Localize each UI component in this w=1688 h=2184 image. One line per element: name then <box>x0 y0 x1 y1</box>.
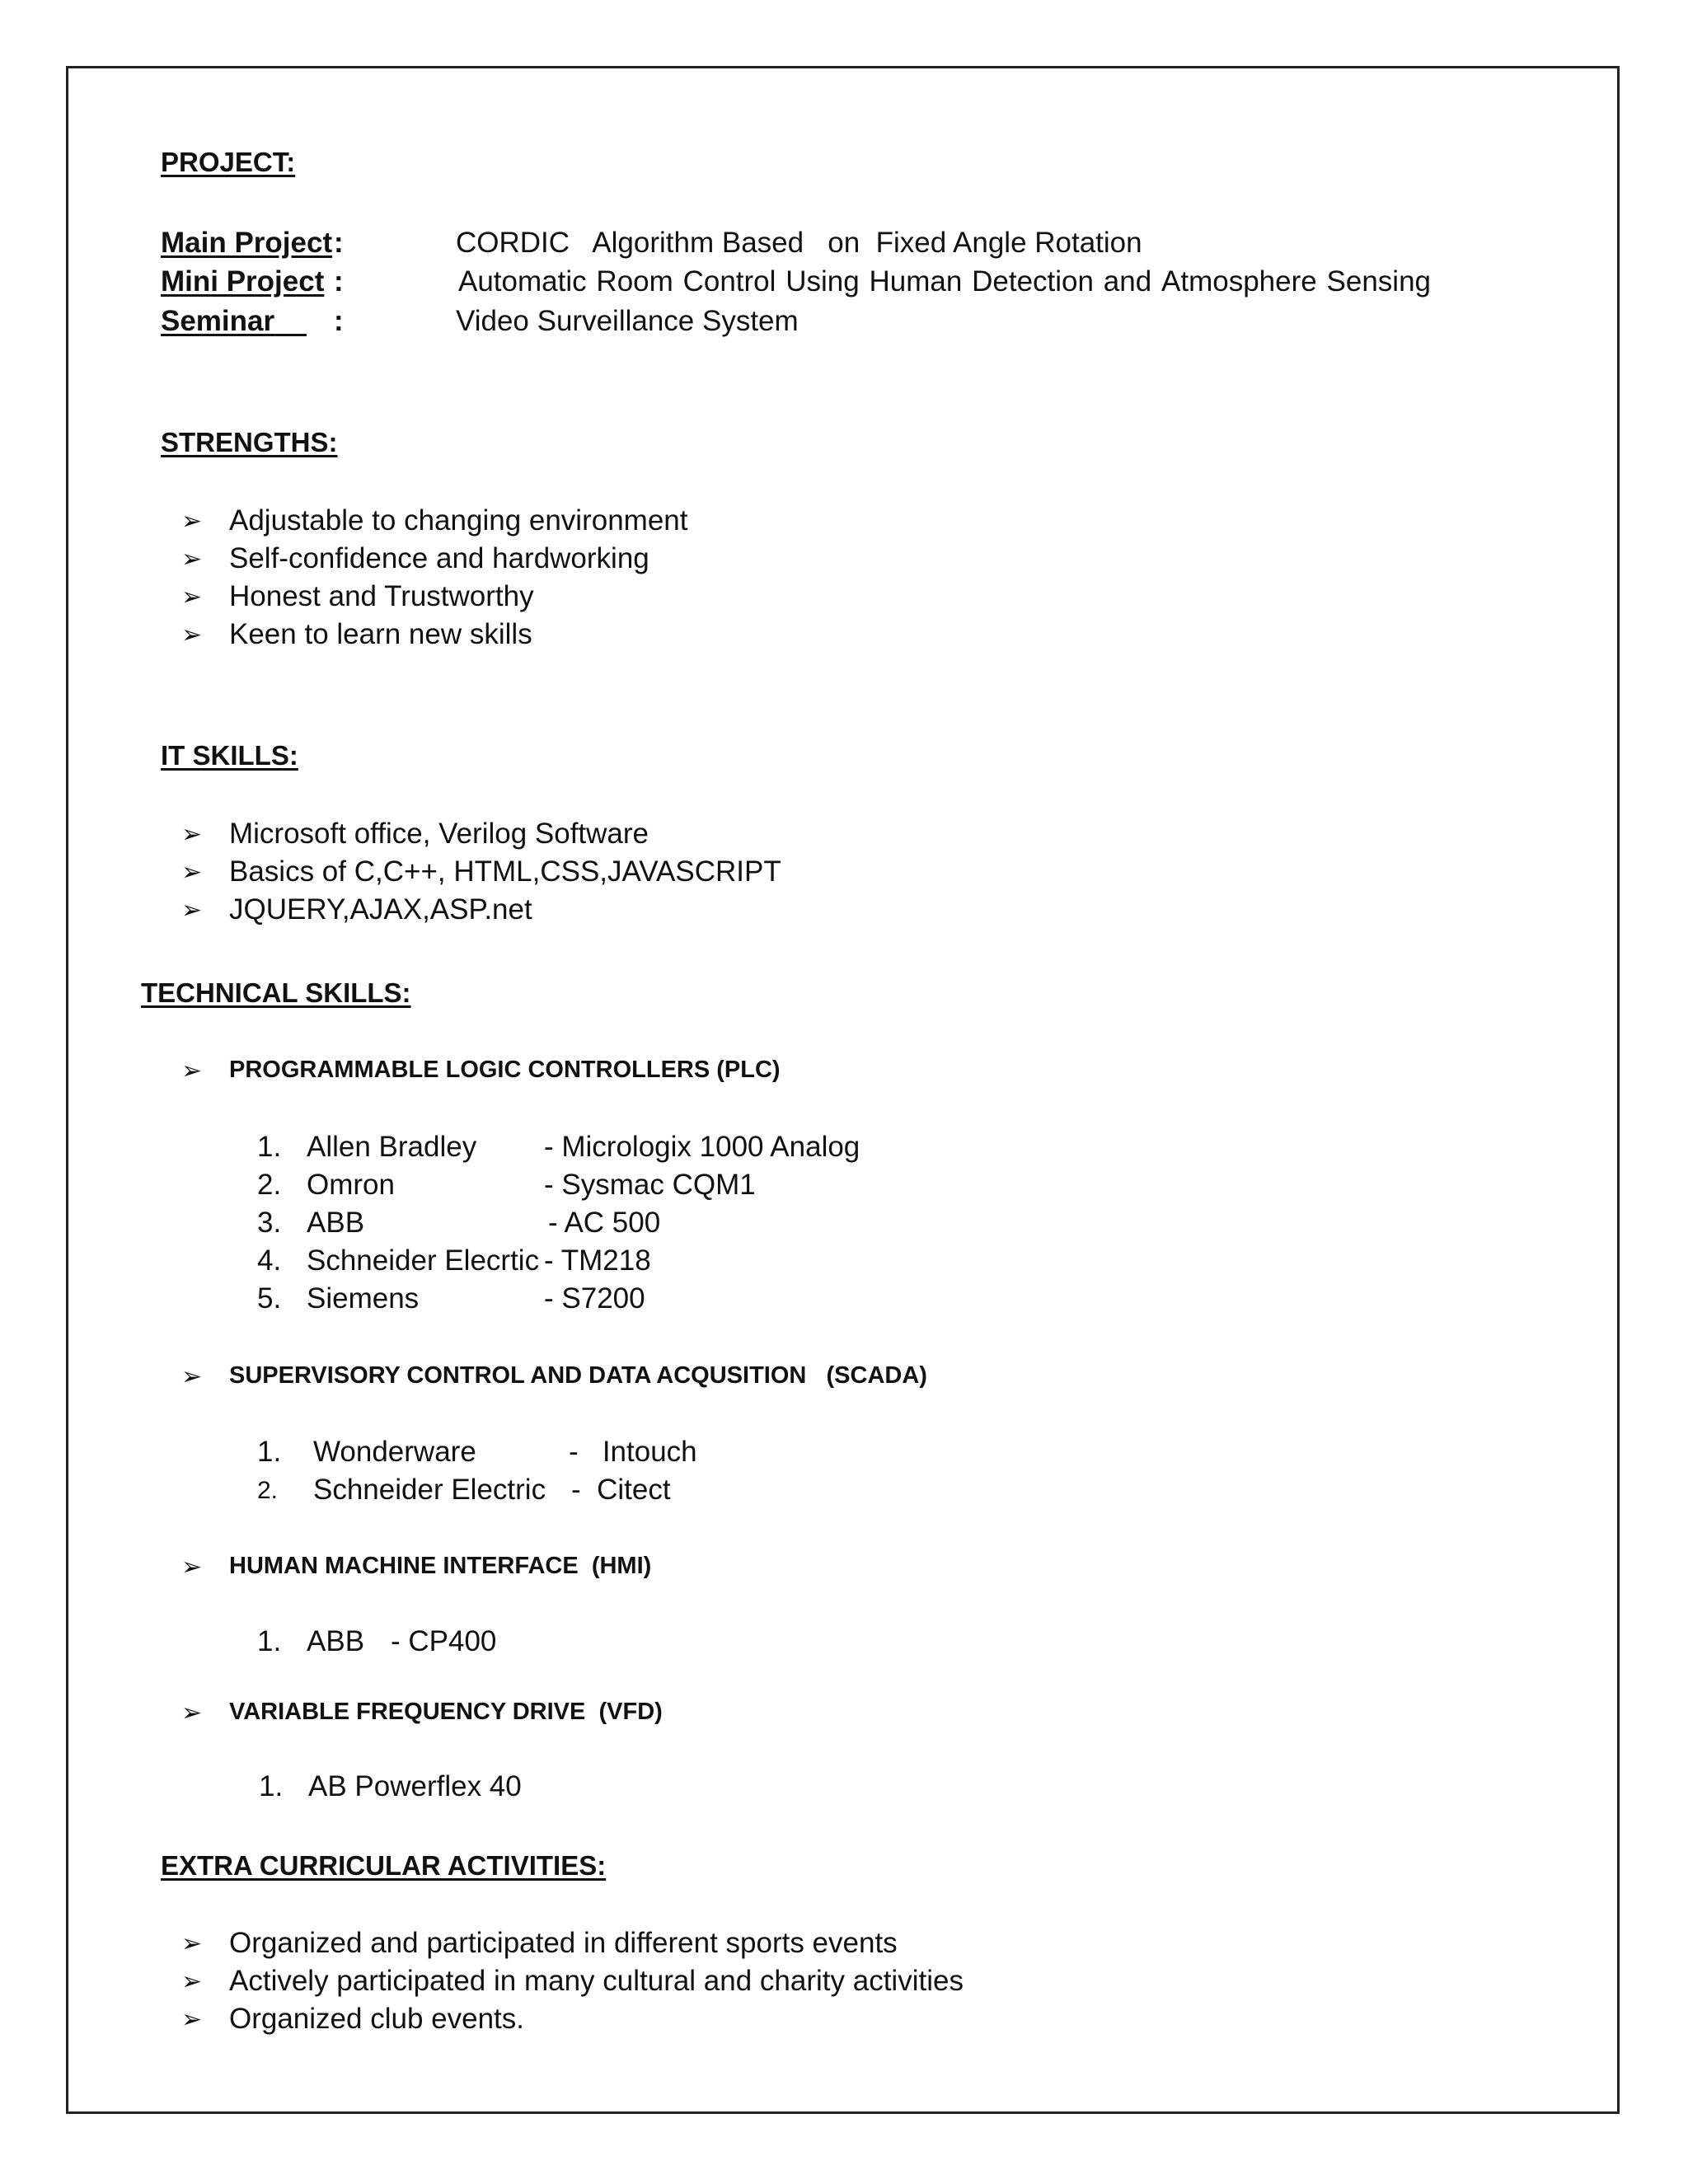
mini-project-word: Automatic <box>458 265 587 298</box>
activity-item: Organized and participated in different sports events <box>229 1927 898 1959</box>
plc-item-number: 1. <box>257 1131 282 1163</box>
mini-project-word: Sensing <box>1326 265 1431 298</box>
bullet-arrow-icon: ➢ <box>181 1363 203 1390</box>
scada-item-number: 2. <box>257 1477 279 1504</box>
vfd-title: VARIABLE FREQUENCY DRIVE (VFD) <box>229 1699 663 1725</box>
bullet-arrow-icon: ➢ <box>181 859 203 886</box>
strength-item: Adjustable to changing environment <box>229 504 688 537</box>
hmi-item-model: - CP400 <box>391 1625 497 1657</box>
plc-item-model: - Sysmac CQM1 <box>544 1169 756 1201</box>
main-project-colon: : <box>334 227 344 259</box>
mini-project-colon: : <box>334 265 344 298</box>
mini-project-word: Control <box>682 265 776 298</box>
scada-item-number: 1. <box>257 1436 282 1468</box>
seminar-colon: : <box>334 305 344 337</box>
bullet-arrow-icon: ➢ <box>181 2006 203 2033</box>
mini-project-word: Room <box>596 265 673 298</box>
it-skills-heading: IT SKILLS: <box>161 740 298 771</box>
main-project-label: Main Project <box>161 227 333 259</box>
plc-title: PROGRAMMABLE LOGIC CONTROLLERS (PLC) <box>229 1057 781 1083</box>
hmi-item-number: 1. <box>257 1625 282 1657</box>
plc-item-number: 5. <box>257 1282 282 1315</box>
bullet-arrow-icon: ➢ <box>181 897 203 924</box>
activity-item: Actively participated in many cultural and charity activities <box>229 1965 964 1997</box>
plc-item-brand: Omron <box>307 1169 395 1201</box>
bullet-arrow-icon: ➢ <box>181 1554 203 1581</box>
vfd-item-number: 1. <box>259 1770 284 1802</box>
plc-item-brand: Schneider Elecrtic <box>307 1244 540 1277</box>
mini-project-word: Using <box>785 265 860 298</box>
strengths-heading: STRENGTHS: <box>161 427 338 457</box>
bullet-arrow-icon: ➢ <box>181 508 203 535</box>
plc-item-number: 3. <box>257 1207 282 1239</box>
scada-item-brand: Wonderware <box>313 1436 476 1468</box>
it-skill-item: Basics of C,C++, HTML,CSS,JAVASCRIPT <box>229 855 781 888</box>
scada-title: SUPERVISORY CONTROL AND DATA ACQUSITION (SCADA) <box>229 1362 927 1389</box>
it-skill-item: Microsoft office, Verilog Software <box>229 818 649 850</box>
hmi-item-brand: ABB <box>307 1625 365 1657</box>
mini-project-value <box>458 265 1431 298</box>
seminar-label <box>161 305 307 338</box>
bullet-arrow-icon: ➢ <box>181 546 203 573</box>
seminar-value: Video Surveillance System <box>456 305 799 337</box>
mini-project-word: and <box>1103 265 1152 298</box>
bullet-arrow-icon: ➢ <box>181 1930 203 1957</box>
activity-item: Organized club events. <box>229 2003 524 2035</box>
technical-skills-heading: TECHNICAL SKILLS: <box>141 977 411 1008</box>
scada-item-model: - Citect <box>571 1474 671 1506</box>
bullet-arrow-icon: ➢ <box>181 1968 203 1995</box>
bullet-arrow-icon: ➢ <box>181 821 203 848</box>
scada-item-brand: Schneider Electric <box>313 1474 546 1506</box>
bullet-arrow-icon: ➢ <box>181 621 203 649</box>
plc-item-brand: Allen Bradley <box>307 1131 477 1163</box>
plc-item-number: 2. <box>257 1169 282 1201</box>
strength-item: Self-confidence and hardworking <box>229 542 649 574</box>
mini-project-word: Detection <box>972 265 1094 298</box>
bullet-arrow-icon: ➢ <box>181 1057 203 1085</box>
plc-item-model: - Micrologix 1000 Analog <box>544 1131 860 1163</box>
scada-item-model: - Intouch <box>569 1436 697 1468</box>
main-project-value: CORDIC Algorithm Based on Fixed Angle Rotation <box>456 227 1142 259</box>
bullet-arrow-icon: ➢ <box>181 1699 203 1727</box>
bullet-arrow-icon: ➢ <box>181 583 203 611</box>
project-heading: PROJECT: <box>161 147 296 177</box>
hmi-title: HUMAN MACHINE INTERFACE (HMI) <box>229 1553 652 1579</box>
page-border <box>66 66 1620 2114</box>
it-skill-item: JQUERY,AJAX,ASP.net <box>229 893 532 926</box>
strength-item: Honest and Trustworthy <box>229 580 534 612</box>
strength-item: Keen to learn new skills <box>229 618 532 650</box>
vfd-item-text: AB Powerflex 40 <box>308 1770 522 1802</box>
extra-curricular-heading: EXTRA CURRICULAR ACTIVITIES: <box>161 1850 607 1881</box>
mini-project-word: Atmosphere <box>1161 265 1317 298</box>
plc-item-brand: ABB <box>307 1207 365 1239</box>
plc-item-number: 4. <box>257 1244 282 1277</box>
mini-project-word: Human <box>869 265 963 298</box>
seminar-label-text: Seminar <box>161 305 275 337</box>
plc-item-model: - TM218 <box>544 1244 651 1277</box>
mini-project-label: Mini Project <box>161 265 325 298</box>
plc-item-model: - S7200 <box>544 1282 645 1315</box>
plc-item-brand: Siemens <box>307 1282 420 1315</box>
plc-item-model: - AC 500 <box>548 1207 661 1239</box>
